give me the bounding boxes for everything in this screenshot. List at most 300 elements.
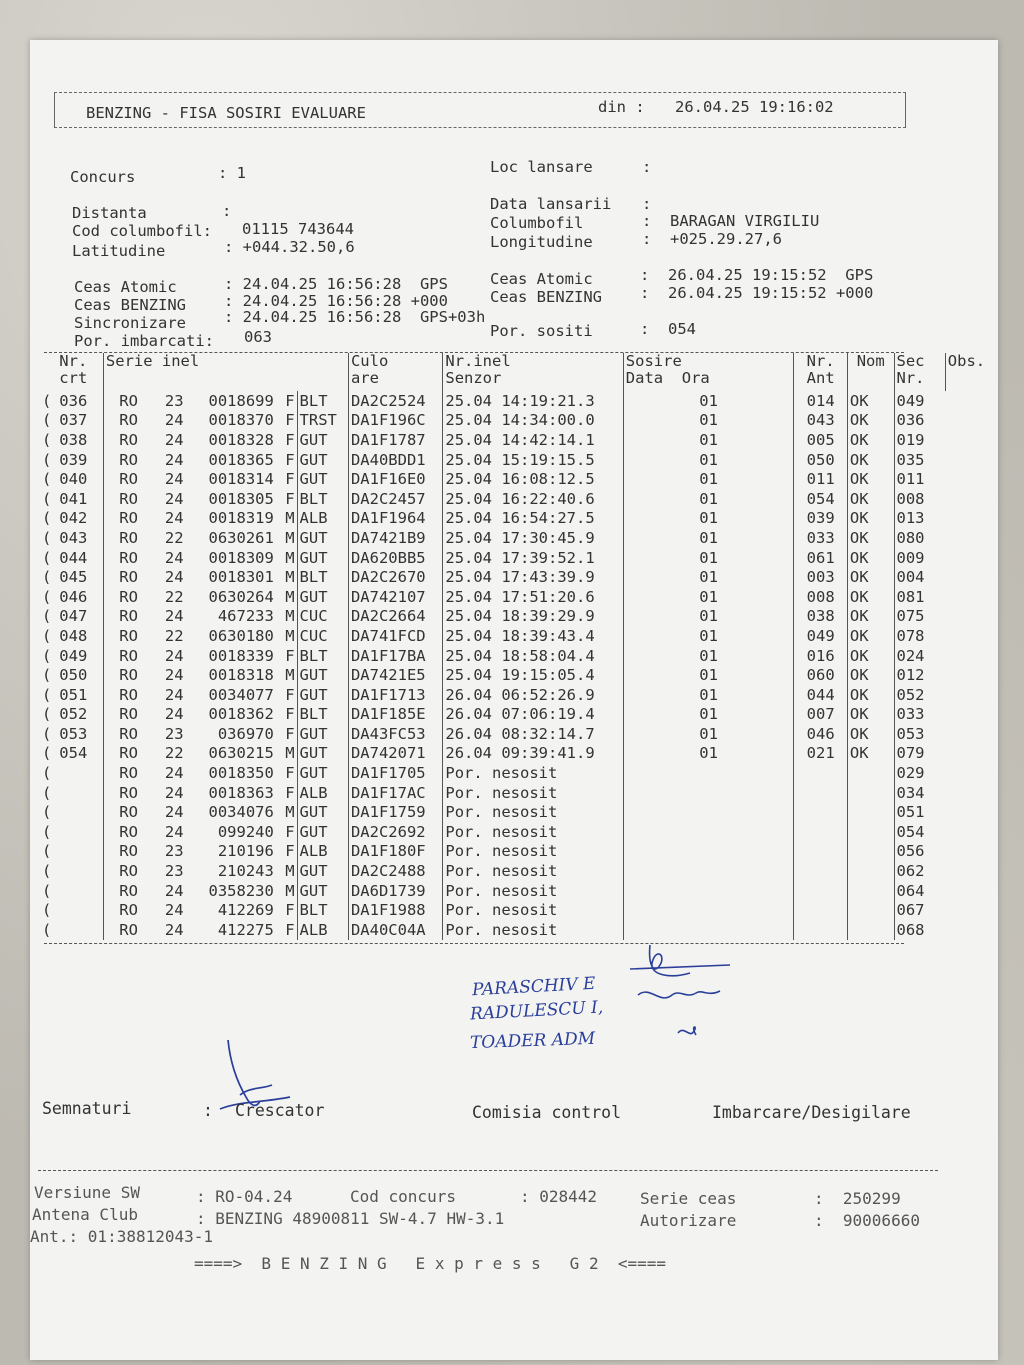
row-nr-crt <box>57 783 103 803</box>
report-date: 26.04.25 19:16:02 <box>675 98 834 116</box>
serie-ceas-value: : 250299 <box>814 1189 901 1208</box>
row-ring-number: 0018328 <box>208 430 274 449</box>
row-nr-crt: 043 <box>57 528 103 548</box>
row-margin-mark: ( <box>42 391 52 410</box>
row-antenna <box>623 842 794 862</box>
row-sex: M <box>276 881 297 901</box>
row-antenna: 01 <box>623 724 794 744</box>
row-sec: OK <box>847 646 894 666</box>
ceas-benzing-right-value: : 26.04.25 19:15:52 +000 <box>640 284 874 302</box>
row-nom: 049 <box>794 626 847 646</box>
row-ring-number: 0018350 <box>208 764 274 783</box>
row-year: 24 <box>164 685 184 704</box>
table-row <box>40 626 998 646</box>
row-nr-crt: 050 <box>57 665 103 685</box>
row-obs: 004 <box>896 568 925 587</box>
row-margin-mark: ( <box>42 783 52 802</box>
row-nr-crt: 040 <box>57 469 103 489</box>
row-sensor: DA6D1739 <box>348 881 442 901</box>
handwritten-name-1: PARASCHIV E <box>471 973 596 1001</box>
row-nom <box>794 802 847 822</box>
row-nr-crt <box>57 920 103 940</box>
row-year: 24 <box>164 822 184 841</box>
row-country: RO <box>119 626 138 645</box>
row-sex: F <box>276 489 297 509</box>
row-antenna <box>623 861 794 881</box>
concurs-label: Concurs <box>70 168 136 186</box>
serie-ceas-label: Serie ceas <box>640 1189 737 1208</box>
row-obs: 079 <box>896 744 925 763</box>
row-sensor: DA2C2524 <box>348 391 442 411</box>
row-antenna: 01 <box>623 489 794 509</box>
row-ring-number: 0018370 <box>208 411 274 430</box>
row-ring-number: 0018699 <box>208 391 274 410</box>
row-year: 24 <box>164 607 184 626</box>
row-margin-mark: ( <box>42 450 52 469</box>
row-nom: 016 <box>794 646 847 666</box>
columbofil-label: Columbofil <box>490 214 584 232</box>
row-year: 22 <box>164 626 184 645</box>
row-sec: OK <box>847 665 894 685</box>
crescator-label: Crescator <box>235 1101 325 1120</box>
row-sex: F <box>276 411 297 431</box>
row-nr-crt: 042 <box>57 509 103 529</box>
row-year: 24 <box>164 450 184 469</box>
col-senzor: Nr.inel Senzor <box>443 353 623 391</box>
row-obs: 008 <box>896 489 925 508</box>
row-arrival: 25.04 16:08:12.5 <box>443 469 623 489</box>
row-color: BLT <box>297 900 348 920</box>
row-country: RO <box>119 744 138 763</box>
row-sensor: DA2C2664 <box>348 607 442 627</box>
loc-lansare-value: : <box>642 158 652 176</box>
col-serie-inel: Serie inel <box>103 353 348 391</box>
row-year: 24 <box>164 901 184 920</box>
row-obs: 064 <box>896 881 925 900</box>
distanta-value: : <box>222 202 232 220</box>
row-sensor: DA2C2457 <box>348 489 442 509</box>
row-year: 24 <box>164 489 184 508</box>
row-ring-number: 0018339 <box>208 646 274 665</box>
row-obs: 012 <box>896 666 925 685</box>
row-color: GUT <box>297 802 348 822</box>
antena-club-value: : BENZING 48900811 SW-4.7 HW-3.1 <box>196 1209 505 1228</box>
row-nom <box>794 861 847 881</box>
row-obs: 054 <box>896 822 925 841</box>
col-culoare: Culo are <box>348 353 442 391</box>
row-color: BLT <box>297 705 348 725</box>
row-sex: F <box>276 842 297 862</box>
row-sec: OK <box>847 626 894 646</box>
row-sensor: DA2C2488 <box>348 861 442 881</box>
row-margin-mark: ( <box>42 901 52 920</box>
row-ring-number: 0034077 <box>208 685 274 704</box>
latitudine-value: : +044.32.50,6 <box>224 238 355 256</box>
row-sex: M <box>276 665 297 685</box>
row-arrival: 25.04 16:54:27.5 <box>443 509 623 529</box>
row-arrival: Por. nesosit <box>443 920 623 940</box>
table-row <box>40 528 998 548</box>
row-margin-mark: ( <box>42 842 52 861</box>
row-year: 22 <box>164 587 184 606</box>
row-ring-number: 099240 <box>217 822 274 841</box>
row-color: GUT <box>297 430 348 450</box>
row-arrival: 25.04 18:39:43.4 <box>443 626 623 646</box>
row-color: GUT <box>297 469 348 489</box>
row-color: TRST <box>297 411 348 431</box>
row-obs: 052 <box>896 685 925 704</box>
table-row <box>40 900 998 920</box>
table-row <box>40 783 998 803</box>
row-arrival: Por. nesosit <box>443 763 623 783</box>
sincronizare-label: Sincronizare <box>74 314 186 332</box>
row-country: RO <box>119 666 138 685</box>
row-margin-mark: ( <box>42 587 52 606</box>
row-year: 24 <box>164 783 184 802</box>
row-nr-crt: 041 <box>57 489 103 509</box>
row-ring-number: 412269 <box>217 901 274 920</box>
row-sex: F <box>276 900 297 920</box>
autorizare-label: Autorizare <box>640 1211 737 1230</box>
row-margin-mark: ( <box>42 509 52 528</box>
table-row <box>40 842 998 862</box>
row-sex: F <box>276 450 297 470</box>
table-row <box>40 685 998 705</box>
row-sensor: DA742107 <box>348 587 442 607</box>
table-row <box>40 509 998 529</box>
row-country: RO <box>119 430 138 449</box>
row-nom: 014 <box>794 391 847 411</box>
longitudine-label: Longitudine <box>490 233 593 251</box>
row-sex: F <box>276 705 297 725</box>
imbarcati-label: Por. imbarcati: <box>74 332 214 350</box>
row-nom: 021 <box>794 744 847 764</box>
row-obs: 068 <box>896 920 925 939</box>
row-antenna: 01 <box>623 705 794 725</box>
row-color: GUT <box>297 861 348 881</box>
antenna-id: Ant.: 01:38812043-1 <box>30 1227 214 1246</box>
row-country: RO <box>119 470 138 489</box>
row-color: GUT <box>297 724 348 744</box>
row-country: RO <box>119 528 138 547</box>
row-ring-number: 0018314 <box>208 470 274 489</box>
row-year: 24 <box>164 666 184 685</box>
row-sensor: DA2C2692 <box>348 822 442 842</box>
row-sex: F <box>276 469 297 489</box>
cod-concurs-value: : 028442 <box>520 1187 598 1206</box>
row-ring-number: 0018363 <box>208 783 274 802</box>
row-margin-mark: ( <box>42 411 52 430</box>
row-sex: M <box>276 548 297 568</box>
row-sec <box>847 920 894 940</box>
row-antenna <box>623 783 794 803</box>
row-sex: F <box>276 724 297 744</box>
row-arrival: 26.04 07:06:19.4 <box>443 705 623 725</box>
row-nr-crt: 037 <box>57 411 103 431</box>
row-sex: F <box>276 822 297 842</box>
row-sec: OK <box>847 705 894 725</box>
row-nr-crt <box>57 842 103 862</box>
row-antenna <box>623 763 794 783</box>
row-color: CUC <box>297 626 348 646</box>
row-arrival: 25.04 14:42:14.1 <box>443 430 623 450</box>
table-row <box>40 744 998 764</box>
row-nom: 050 <box>794 450 847 470</box>
row-ring-number: 0018365 <box>208 450 274 469</box>
row-obs: 024 <box>896 646 925 665</box>
footer-rule <box>38 1170 938 1171</box>
row-ring-number: 036970 <box>217 724 274 743</box>
row-obs: 053 <box>896 724 925 743</box>
row-arrival: 25.04 19:15:05.4 <box>443 665 623 685</box>
row-margin-mark: ( <box>42 764 52 783</box>
row-ring-number: 0018318 <box>208 666 274 685</box>
row-nr-crt: 036 <box>57 391 103 411</box>
row-color: ALB <box>297 783 348 803</box>
row-nom <box>794 842 847 862</box>
row-country: RO <box>119 685 138 704</box>
row-arrival: 25.04 17:43:39.9 <box>443 567 623 587</box>
row-nr-crt <box>57 861 103 881</box>
row-obs: 049 <box>896 391 925 410</box>
row-nom: 011 <box>794 469 847 489</box>
row-year: 24 <box>164 568 184 587</box>
date-label: din : <box>598 98 645 116</box>
row-antenna: 01 <box>623 391 794 411</box>
row-sec <box>847 783 894 803</box>
table-row <box>40 489 998 509</box>
row-country: RO <box>119 568 138 587</box>
row-margin-mark: ( <box>42 568 52 587</box>
semnaturi-label: Semnaturi <box>42 1099 132 1118</box>
row-antenna: 01 <box>623 646 794 666</box>
row-color: CUC <box>297 607 348 627</box>
row-year: 24 <box>164 764 184 783</box>
table-row <box>40 763 998 783</box>
row-arrival: 25.04 14:19:21.3 <box>443 391 623 411</box>
row-sensor: DA1F1759 <box>348 802 442 822</box>
row-nr-crt: 052 <box>57 705 103 725</box>
row-ring-number: 467233 <box>217 607 274 626</box>
row-year: 24 <box>164 705 184 724</box>
row-sensor: DA7421B9 <box>348 528 442 548</box>
row-arrival: 26.04 08:32:14.7 <box>443 724 623 744</box>
row-color: BLT <box>297 646 348 666</box>
row-sensor: DA1F17AC <box>348 783 442 803</box>
row-year: 24 <box>164 470 184 489</box>
row-nr-crt: 054 <box>57 744 103 764</box>
row-sensor: DA2C2670 <box>348 567 442 587</box>
row-color: GUT <box>297 528 348 548</box>
row-sex: M <box>276 861 297 881</box>
row-margin-mark: ( <box>42 862 52 881</box>
row-nom: 005 <box>794 430 847 450</box>
row-sec: OK <box>847 548 894 568</box>
row-sensor: DA1F180F <box>348 842 442 862</box>
row-margin-mark: ( <box>42 430 52 449</box>
row-obs: 013 <box>896 509 925 528</box>
row-antenna: 01 <box>623 509 794 529</box>
latitudine-label: Latitudine <box>72 242 166 260</box>
row-margin-mark: ( <box>42 803 52 822</box>
row-sec <box>847 881 894 901</box>
row-ring-number: 0018309 <box>208 548 274 567</box>
cod-columbofil-value: 01115 743644 <box>242 220 354 238</box>
row-sec: OK <box>847 744 894 764</box>
table-row <box>40 391 998 411</box>
row-margin-mark: ( <box>42 607 52 626</box>
row-sensor: DA40BDD1 <box>348 450 442 470</box>
data-lansarii-value: : <box>642 195 652 213</box>
row-nr-crt <box>57 763 103 783</box>
ceas-atomic-right-value: : 26.04.25 19:15:52 GPS <box>640 266 874 284</box>
row-color: GUT <box>297 763 348 783</box>
row-margin-mark: ( <box>42 724 52 743</box>
row-sensor: DA1F1964 <box>348 509 442 529</box>
row-ring-number: 0630264 <box>208 587 274 606</box>
row-sec: OK <box>847 528 894 548</box>
col-obs: Obs. <box>947 352 986 370</box>
row-country: RO <box>119 705 138 724</box>
data-lansarii-label: Data lansarii <box>490 195 612 213</box>
row-obs: 035 <box>896 450 925 469</box>
row-color: GUT <box>297 548 348 568</box>
imbarcati-value: 063 <box>244 328 272 346</box>
row-color: GUT <box>297 822 348 842</box>
row-country: RO <box>119 862 138 881</box>
row-arrival: 26.04 06:52:26.9 <box>443 685 623 705</box>
handwritten-name-2: RADULESCU I, <box>469 997 604 1025</box>
row-country: RO <box>119 842 138 861</box>
row-arrival: 26.04 09:39:41.9 <box>443 744 623 764</box>
row-nr-crt: 045 <box>57 567 103 587</box>
row-sec: OK <box>847 411 894 431</box>
row-country: RO <box>119 489 138 508</box>
row-arrival: 25.04 15:19:15.5 <box>443 450 623 470</box>
ceas-atomic-left-value: : 24.04.25 16:56:28 GPS <box>224 275 448 293</box>
row-obs: 080 <box>896 528 925 547</box>
cod-concurs-label: Cod concurs <box>350 1187 456 1206</box>
row-year: 24 <box>164 920 184 939</box>
row-obs: 062 <box>896 862 925 881</box>
row-ring-number: 0018319 <box>208 509 274 528</box>
row-country: RO <box>119 587 138 606</box>
row-nom: 044 <box>794 685 847 705</box>
row-color: GUT <box>297 587 348 607</box>
row-arrival: Por. nesosit <box>443 861 623 881</box>
row-antenna <box>623 881 794 901</box>
row-arrival: Por. nesosit <box>443 900 623 920</box>
row-year: 23 <box>164 862 184 881</box>
row-antenna: 01 <box>623 430 794 450</box>
row-arrival: Por. nesosit <box>443 783 623 803</box>
table-row <box>40 646 998 666</box>
versiune-sw-value: : RO-04.24 <box>196 1187 293 1206</box>
row-country: RO <box>119 881 138 900</box>
row-arrival: 25.04 14:34:00.0 <box>443 411 623 431</box>
autorizare-value: : 90006660 <box>814 1211 920 1230</box>
row-sex: F <box>276 430 297 450</box>
row-sec <box>847 842 894 862</box>
row-nr-crt <box>57 802 103 822</box>
row-nr-crt: 039 <box>57 450 103 470</box>
row-nom: 046 <box>794 724 847 744</box>
row-sex: M <box>276 626 297 646</box>
row-arrival: 25.04 17:39:52.1 <box>443 548 623 568</box>
sincronizare-value: : 24.04.25 16:56:28 GPS+03h <box>224 308 486 326</box>
row-country: RO <box>119 391 138 410</box>
row-sec: OK <box>847 489 894 509</box>
row-arrival: 25.04 17:51:20.6 <box>443 587 623 607</box>
row-sec <box>847 861 894 881</box>
row-color: ALB <box>297 842 348 862</box>
table-row <box>40 567 998 587</box>
row-margin-mark: ( <box>42 744 52 763</box>
row-antenna: 01 <box>623 744 794 764</box>
row-country: RO <box>119 901 138 920</box>
table-row <box>40 665 998 685</box>
row-nr-crt: 038 <box>57 430 103 450</box>
col-sec-nr: Sec Nr. <box>894 353 945 391</box>
row-ring-number: 210196 <box>217 842 274 861</box>
row-antenna: 01 <box>623 626 794 646</box>
row-antenna <box>623 802 794 822</box>
row-ring-number: 0630261 <box>208 528 274 547</box>
row-year: 24 <box>164 803 184 822</box>
row-color: ALB <box>297 920 348 940</box>
row-antenna: 01 <box>623 665 794 685</box>
row-sensor: DA1F1787 <box>348 430 442 450</box>
row-margin-mark: ( <box>42 881 52 900</box>
row-sensor: DA7421E5 <box>348 665 442 685</box>
row-country: RO <box>119 764 138 783</box>
row-sensor: DA620BB5 <box>348 548 442 568</box>
row-arrival: Por. nesosit <box>443 842 623 862</box>
row-margin-mark: ( <box>42 666 52 685</box>
table-row <box>40 469 998 489</box>
row-sec: OK <box>847 567 894 587</box>
row-sensor: DA741FCD <box>348 626 442 646</box>
row-sensor: DA1F1988 <box>348 900 442 920</box>
row-color: GUT <box>297 450 348 470</box>
ceas-atomic-right-label: Ceas Atomic <box>490 270 593 288</box>
row-nom <box>794 763 847 783</box>
row-antenna: 01 <box>623 607 794 627</box>
row-nom: 061 <box>794 548 847 568</box>
row-color: BLT <box>297 489 348 509</box>
row-nr-crt: 049 <box>57 646 103 666</box>
table-row <box>40 450 998 470</box>
row-country: RO <box>119 920 138 939</box>
row-year: 23 <box>164 724 184 743</box>
row-antenna: 01 <box>623 469 794 489</box>
row-sec: OK <box>847 469 894 489</box>
row-sex: F <box>276 685 297 705</box>
row-margin-mark: ( <box>42 705 52 724</box>
row-arrival: Por. nesosit <box>443 881 623 901</box>
row-year: 24 <box>164 430 184 449</box>
columbofil-value: : BARAGAN VIRGILIU <box>642 212 820 230</box>
row-country: RO <box>119 822 138 841</box>
row-sex: F <box>276 391 297 411</box>
brand-banner: ====> B E N Z I N G E x p r e s s G 2 <==== <box>194 1254 667 1273</box>
row-obs: 011 <box>896 470 925 489</box>
row-sec: OK <box>847 450 894 470</box>
row-nom <box>794 900 847 920</box>
table-row <box>40 822 998 842</box>
row-obs: 009 <box>896 548 925 567</box>
row-sec <box>847 763 894 783</box>
